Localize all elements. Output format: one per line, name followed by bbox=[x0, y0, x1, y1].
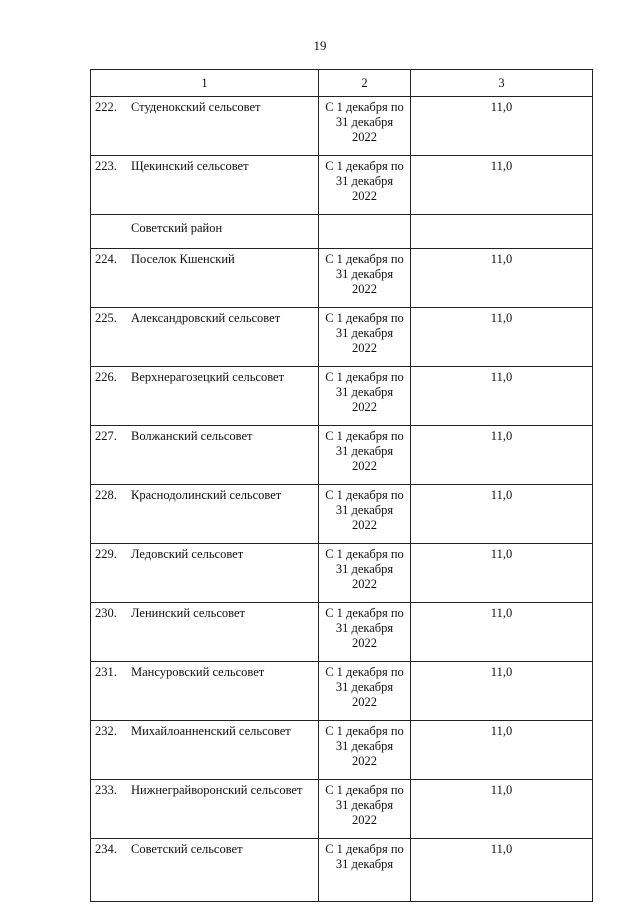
municipality-name: Ленинский сельсовет bbox=[131, 606, 245, 620]
table-row bbox=[91, 544, 593, 603]
municipality-name: Поселок Кшенский bbox=[131, 252, 235, 266]
period-line: 31 декабря bbox=[335, 503, 394, 517]
period-line: С 1 декабря по bbox=[325, 547, 404, 561]
municipality-name: Волжанский сельсовет bbox=[131, 429, 253, 443]
period-line: 31 декабря bbox=[335, 680, 394, 694]
period-line: 2022 bbox=[352, 813, 377, 827]
period-line: 2022 bbox=[352, 754, 377, 768]
value-cell: 11,0 bbox=[411, 603, 593, 662]
municipality-name: Советский сельсовет bbox=[131, 842, 243, 856]
municipality-cell bbox=[91, 249, 319, 308]
table-row bbox=[91, 308, 593, 367]
table-row bbox=[91, 156, 593, 215]
period-line: 2022 bbox=[352, 130, 377, 144]
period-line: 31 декабря bbox=[335, 621, 394, 635]
value-cell: 11,0 bbox=[411, 485, 593, 544]
period-line: С 1 декабря по bbox=[325, 252, 404, 266]
value-cell: 11,0 bbox=[411, 426, 593, 485]
period-line: С 1 декабря по bbox=[325, 100, 404, 114]
value-cell: 11,0 bbox=[411, 839, 593, 902]
period-line: 31 декабря bbox=[335, 267, 394, 281]
period-line: 31 декабря bbox=[335, 739, 394, 753]
municipality-cell bbox=[91, 603, 319, 662]
period-line: 31 декабря bbox=[335, 174, 394, 188]
district-row bbox=[91, 215, 593, 249]
municipality-cell bbox=[91, 156, 319, 215]
row-number: 229. bbox=[95, 547, 117, 561]
period-cell bbox=[319, 544, 411, 603]
district-name: Советский район bbox=[91, 215, 319, 249]
value-cell: 11,0 bbox=[411, 780, 593, 839]
period-cell bbox=[319, 308, 411, 367]
table-row bbox=[91, 249, 593, 308]
row-number: 227. bbox=[95, 429, 117, 443]
row-number: 226. bbox=[95, 370, 117, 384]
row-number: 234. bbox=[95, 842, 117, 856]
page-number: 19 bbox=[313, 38, 327, 53]
period-line: 2022 bbox=[352, 400, 377, 414]
period-line: 31 декабря bbox=[335, 798, 394, 812]
municipality-name: Мансуровский сельсовет bbox=[131, 665, 265, 679]
row-number: 230. bbox=[95, 606, 117, 620]
municipality-cell bbox=[91, 544, 319, 603]
row-number: 228. bbox=[95, 488, 117, 502]
municipality-cell bbox=[91, 426, 319, 485]
period-cell bbox=[319, 156, 411, 215]
period-line: 2022 bbox=[352, 518, 377, 532]
period-cell bbox=[319, 97, 411, 156]
period-line: 31 декабря bbox=[335, 444, 394, 458]
period-line: 31 декабря bbox=[335, 115, 394, 129]
period-cell bbox=[319, 780, 411, 839]
table-row bbox=[91, 603, 593, 662]
header-col-2: 2 bbox=[319, 70, 411, 97]
period-cell bbox=[319, 603, 411, 662]
municipality-cell bbox=[91, 367, 319, 426]
value-cell: 11,0 bbox=[411, 249, 593, 308]
period-cell bbox=[319, 662, 411, 721]
value-cell: 11,0 bbox=[411, 662, 593, 721]
table-row bbox=[91, 839, 593, 902]
period-line: С 1 декабря по bbox=[325, 311, 404, 325]
period-cell bbox=[319, 426, 411, 485]
municipality-cell bbox=[91, 662, 319, 721]
period-line: 2022 bbox=[352, 459, 377, 473]
period-line: 2022 bbox=[352, 189, 377, 203]
municipality-name: Ледовский сельсовет bbox=[131, 547, 244, 561]
municipality-name: Студенокский сельсовет bbox=[131, 100, 261, 114]
header-col-3: 3 bbox=[411, 70, 593, 97]
period-cell bbox=[319, 367, 411, 426]
period-line: 2022 bbox=[352, 577, 377, 591]
period-line: С 1 декабря по bbox=[325, 842, 404, 856]
table-row bbox=[91, 97, 593, 156]
period-cell bbox=[319, 485, 411, 544]
value-cell: 11,0 bbox=[411, 308, 593, 367]
municipality-cell bbox=[91, 780, 319, 839]
period-line: 31 декабря bbox=[335, 562, 394, 576]
municipality-name: Краснодолинский сельсовет bbox=[131, 488, 282, 502]
municipality-cell bbox=[91, 485, 319, 544]
municipality-name: Александровский сельсовет bbox=[131, 311, 281, 325]
period-line: С 1 декабря по bbox=[325, 606, 404, 620]
tariff-table bbox=[90, 69, 593, 902]
table-row bbox=[91, 721, 593, 780]
period-line: С 1 декабря по bbox=[325, 724, 404, 738]
period-line: 31 декабря bbox=[335, 385, 394, 399]
value-cell: 11,0 bbox=[411, 367, 593, 426]
municipality-name: Михайлоанненский сельсовет bbox=[131, 724, 291, 738]
municipality-name: Верхнерагозецкий сельсовет bbox=[131, 370, 285, 384]
period-line: С 1 декабря по bbox=[325, 370, 404, 384]
period-line: 31 декабря bbox=[335, 857, 394, 871]
table-row bbox=[91, 367, 593, 426]
table-row bbox=[91, 662, 593, 721]
row-number: 223. bbox=[95, 159, 117, 173]
table-body bbox=[91, 97, 593, 902]
period-cell bbox=[319, 721, 411, 780]
table-row bbox=[91, 780, 593, 839]
value-cell: 11,0 bbox=[411, 97, 593, 156]
municipality-cell bbox=[91, 721, 319, 780]
period-line: С 1 декабря по bbox=[325, 159, 404, 173]
empty-cell bbox=[319, 215, 411, 249]
municipality-cell bbox=[91, 97, 319, 156]
municipality-cell bbox=[91, 308, 319, 367]
table-row bbox=[91, 426, 593, 485]
row-number: 231. bbox=[95, 665, 117, 679]
row-number: 233. bbox=[95, 783, 117, 797]
empty-cell bbox=[411, 215, 593, 249]
period-line: 2022 bbox=[352, 282, 377, 296]
header-row bbox=[91, 70, 593, 97]
period-cell bbox=[319, 839, 411, 902]
row-number: 222. bbox=[95, 100, 117, 114]
table-row bbox=[91, 485, 593, 544]
period-line: 31 декабря bbox=[335, 326, 394, 340]
period-line: С 1 декабря по bbox=[325, 488, 404, 502]
municipality-cell bbox=[91, 839, 319, 902]
header-col-1: 1 bbox=[91, 70, 319, 97]
row-number: 224. bbox=[95, 252, 117, 266]
row-number: 232. bbox=[95, 724, 117, 738]
period-line: 2022 bbox=[352, 636, 377, 650]
period-line: С 1 декабря по bbox=[325, 665, 404, 679]
period-line: 2022 bbox=[352, 341, 377, 355]
value-cell: 11,0 bbox=[411, 544, 593, 603]
period-line: С 1 декабря по bbox=[325, 429, 404, 443]
period-line: 2022 bbox=[352, 695, 377, 709]
municipality-name: Щекинский сельсовет bbox=[131, 159, 249, 173]
period-cell bbox=[319, 249, 411, 308]
value-cell: 11,0 bbox=[411, 721, 593, 780]
period-line: С 1 декабря по bbox=[325, 783, 404, 797]
row-number: 225. bbox=[95, 311, 117, 325]
value-cell: 11,0 bbox=[411, 156, 593, 215]
municipality-name: Нижнеграйворонский сельсовет bbox=[131, 783, 303, 797]
